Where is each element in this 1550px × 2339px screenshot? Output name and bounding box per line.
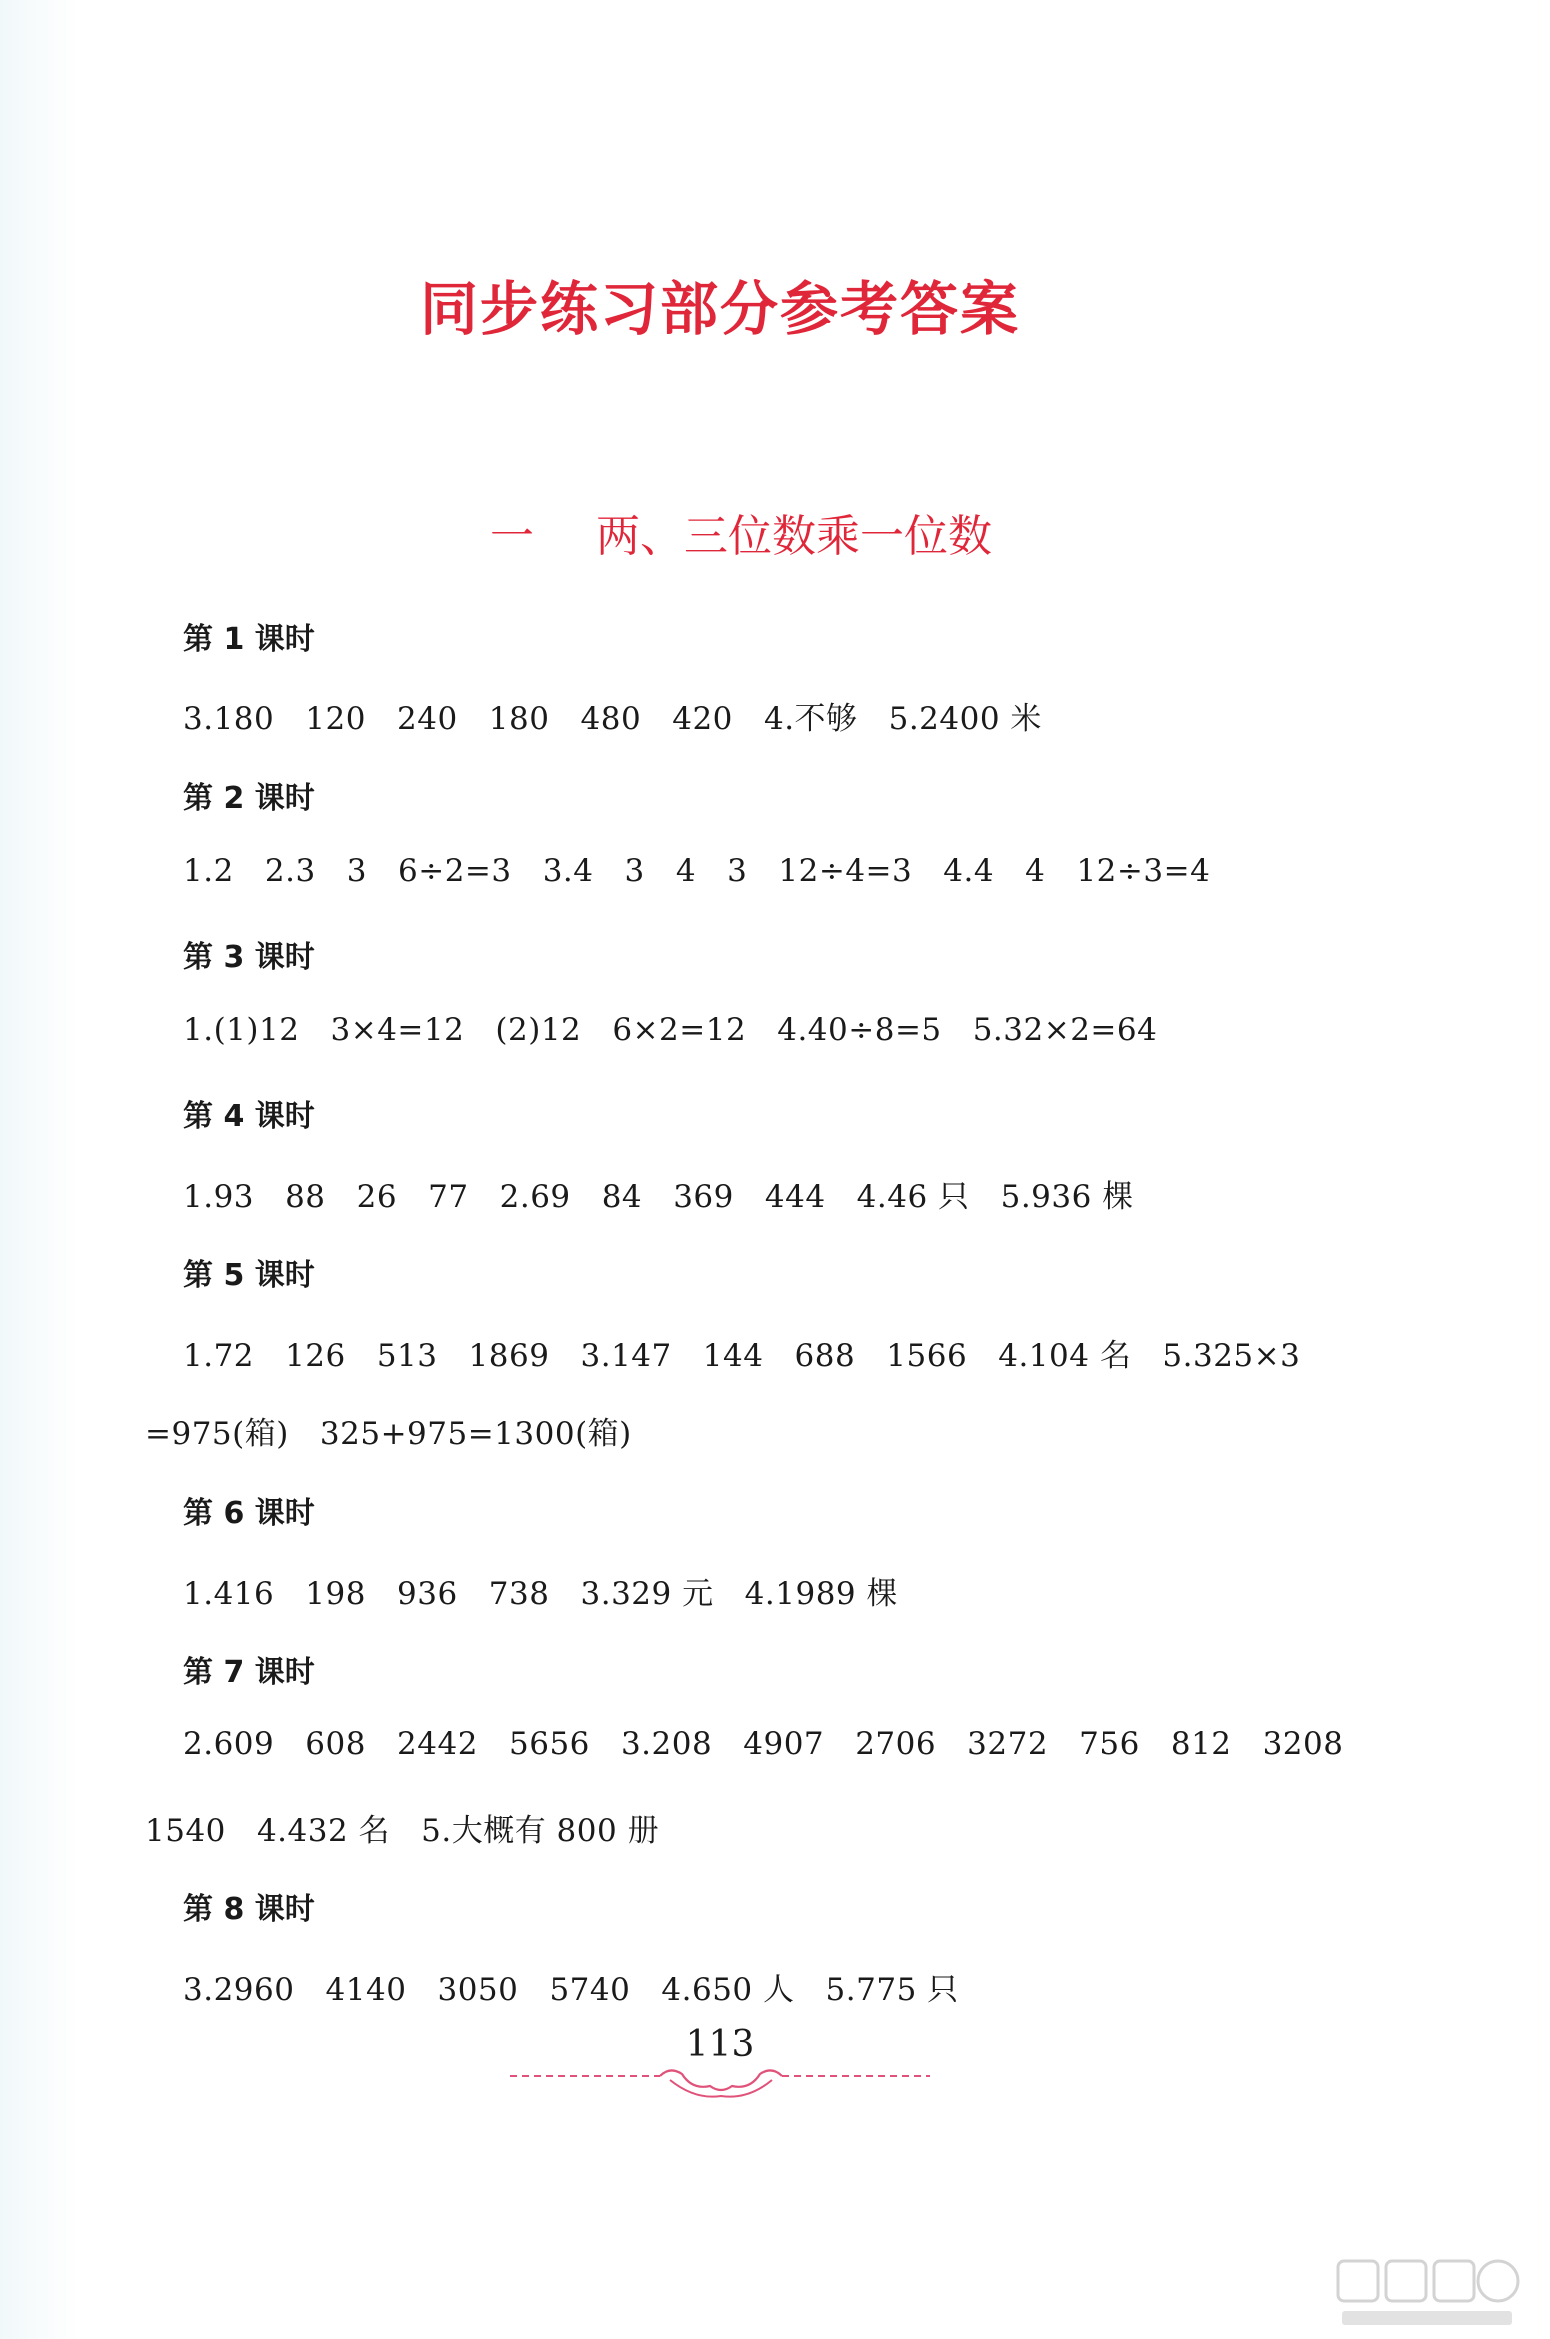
lesson-heading-2: 第 2 课时 [183,781,315,816]
lesson-8-answer-line-1: 3.2960 4140 3050 5740 4.650 人 5.775 只 [183,1972,959,2008]
page-left-edge-tint [0,0,80,2339]
lesson-4-answer-line-1: 1.93 88 26 77 2.69 84 369 444 4.46 只 5.936 棵 [183,1179,1134,1215]
lesson-heading-1: 第 1 课时 [183,622,315,657]
lesson-2-answer-line-1: 1.2 2.3 3 6÷2=3 3.4 3 4 3 12÷4=3 4.4 4 12÷3=4 [183,853,1211,889]
lesson-heading-4: 第 4 课时 [183,1099,315,1134]
lesson-5-answer-line-2: =975(箱) 325+975=1300(箱) [145,1416,632,1452]
lesson-5-answer-line-1: 1.72 126 513 1869 3.147 144 688 1566 4.104 名 5.325×3 [183,1338,1301,1374]
watermark-logo-icon [1332,2253,1522,2333]
lesson-3-answer-line-1: 1.(1)12 3×4=12 (2)12 6×2=12 4.40÷8=5 5.32×2=64 [183,1012,1158,1048]
chapter-name: 两、三位数乘一位数 [596,511,992,562]
lesson-heading-5: 第 5 课时 [183,1258,315,1293]
lesson-heading-7: 第 7 课时 [183,1655,315,1690]
lesson-heading-6: 第 6 课时 [183,1496,315,1531]
page-footer [510,2020,930,2110]
lesson-7-answer-line-2: 1540 4.432 名 5.大概有 800 册 [145,1813,660,1849]
page-title: 同步练习部分参考答案 [419,275,1020,343]
lesson-1-answer-line-1: 3.180 120 240 180 480 420 4.不够 5.2400 米 [183,701,1042,737]
lesson-heading-8: 第 8 课时 [183,1892,315,1927]
chapter-heading [490,500,992,564]
lesson-heading-3: 第 3 课时 [183,940,315,975]
lesson-6-answer-line-1: 1.416 198 936 738 3.329 元 4.1989 棵 [183,1576,898,1612]
chapter-number: 一 [490,511,534,562]
lesson-7-answer-line-1: 2.609 608 2442 5656 3.208 4907 2706 3272 756 812 3208 [183,1726,1344,1762]
page-number: 113 [685,2024,755,2065]
